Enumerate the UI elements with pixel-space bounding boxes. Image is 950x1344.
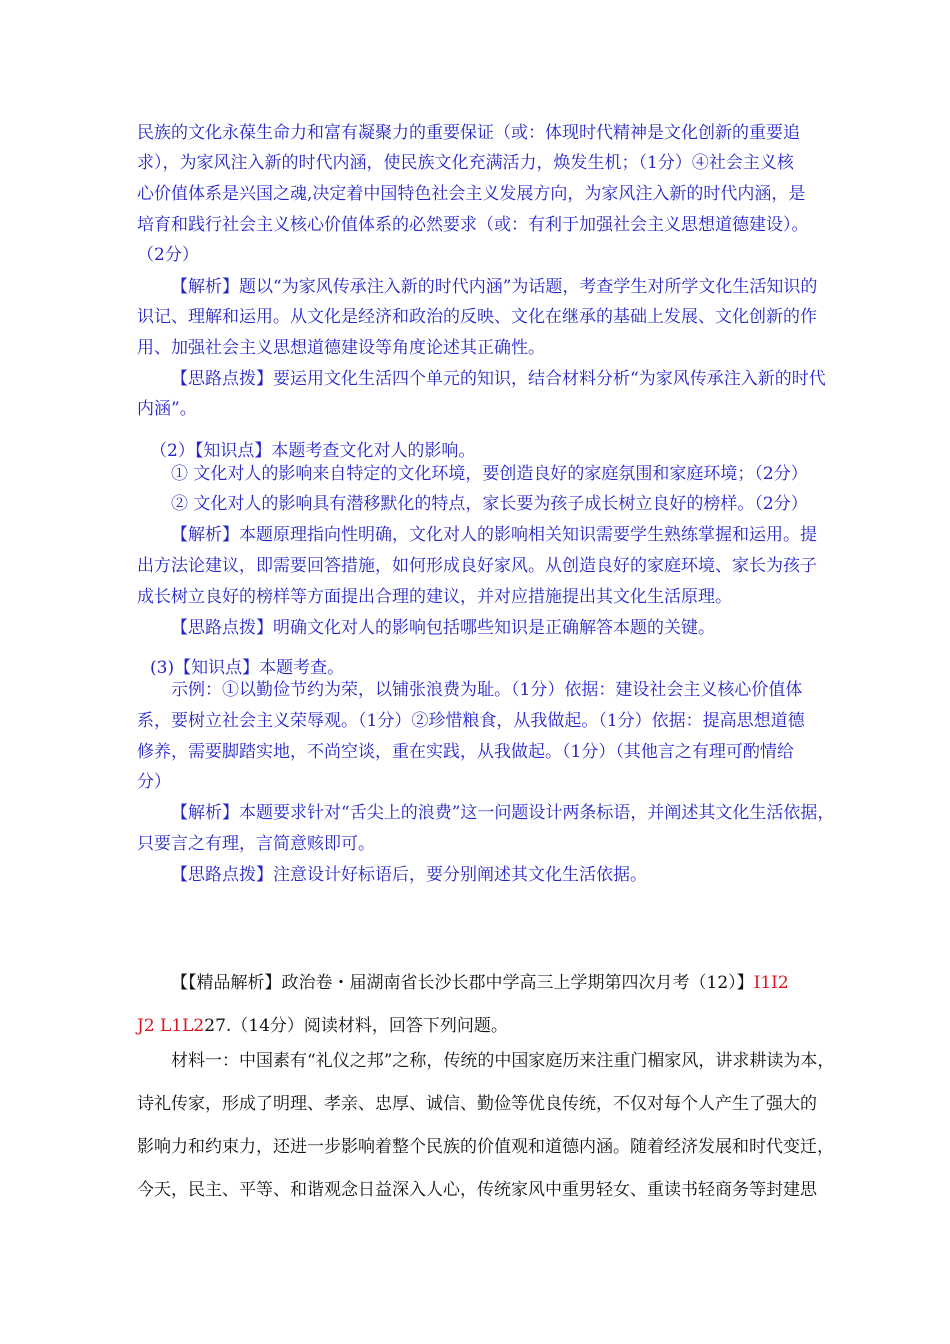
knowledge-point: (3)【知识点】本题考查。 <box>150 658 345 678</box>
hint-paragraph: 【思路点拨】明确文化对人的影响包括哪些知识是正确解答本题的关键。 <box>171 618 715 638</box>
text-line: 分） <box>137 772 171 792</box>
text-line: 出方法论建议，即需要回答措施，如何形成良好家风。从创造良好的家庭环境、家长为孩子 <box>137 556 817 576</box>
knowledge-point: （2）【知识点】本题考查文化对人的影响。 <box>150 441 476 461</box>
knowledge-code: I1I2 <box>753 973 789 993</box>
text-line: 培育和践行社会主义核心价值体系的必然要求（或：有利于加强社会主义思想道德建设）。 <box>137 215 809 235</box>
text-line: 内涵”。 <box>137 399 197 419</box>
text-line: 识记、理解和运用。从文化是经济和政治的反映、文化在继承的基础上发展、文化创新的作 <box>137 307 817 327</box>
material-line: 今天，民主、平等、和谐观念日益深入人心，传统家风中重男轻女、重读书轻商务等封建思 <box>137 1180 817 1200</box>
material-line: 诗礼传家，形成了明理、孝亲、忠厚、诚信、勤俭等优良传统，不仅对每个人产生了强大的 <box>137 1094 817 1114</box>
text-line: 成长树立良好的榜样等方面提出合理的建议，并对应措施提出其文化生活原理。 <box>137 587 732 607</box>
text-line: 用、加强社会主义思想道德建设等角度论述其正确性。 <box>137 338 545 358</box>
material-line: 材料一：中国素有“礼仪之邦”之称，传统的中国家庭历来注重门楣家风，讲求耕读为本， <box>171 1051 835 1071</box>
header-line-2 <box>137 1015 508 1037</box>
knowledge-code: J2 L1L2 <box>137 1016 205 1036</box>
question-title: 27.（14分）阅读材料，回答下列问题。 <box>204 1016 508 1036</box>
hint-paragraph: 【思路点拨】要运用文化生活四个单元的知识，结合材料分析“为家风传承注入新的时代 <box>171 369 826 389</box>
text-line: （2分） <box>137 245 199 265</box>
source-title: 【【精品解析】政治卷・届湖南省长沙长郡中学高三上学期第四次月考（12）】 <box>171 973 754 993</box>
analysis-paragraph: 【解析】本题原理指向性明确，文化对人的影响相关知识需要学生熟练掌握和运用。提 <box>171 525 817 545</box>
text-line: ② 文化对人的影响具有潜移默化的特点，家长要为孩子成长树立良好的榜样。（2分） <box>171 494 808 514</box>
hint-paragraph: 【思路点拨】注意设计好标语后，要分别阐述其文化生活依据。 <box>171 865 647 885</box>
analysis-paragraph: 【解析】题以“为家风传承注入新的时代内涵”为话题，考查学生对所学文化生活知识的 <box>171 277 818 297</box>
text-line: 只要言之有理，言简意赅即可。 <box>137 834 375 854</box>
text-line: 民族的文化永葆生命力和富有凝聚力的重要保证（或：体现时代精神是文化创新的重要追 <box>137 123 800 143</box>
text-line: 示例：①以勤俭节约为荣，以铺张浪费为耻。（1分）依据：建设社会主义核心价值体 <box>171 680 803 700</box>
text-line: 系，要树立社会主义荣辱观。（1分）②珍惜粮食，从我做起。（1分）依据：提高思想道德 <box>137 711 805 731</box>
text-line: 心价值体系是兴国之魂,决定着中国特色社会主义发展方向，为家风注入新的时代内涵，是 <box>137 184 806 204</box>
header-line-1 <box>171 972 789 994</box>
material-line: 影响力和约束力，还进一步影响着整个民族的价值观和道德内涵。随着经济发展和时代变迁， <box>137 1137 834 1157</box>
analysis-paragraph: 【解析】本题要求针对“舌尖上的浪费”这一问题设计两条标语，并阐述其文化生活依据， <box>171 803 835 823</box>
text-line: ① 文化对人的影响来自特定的文化环境，要创造良好的家庭氛围和家庭环境；（2分） <box>171 464 808 484</box>
text-line: 求），为家风注入新的时代内涵，使民族文化充满活力，焕发生机；（1分）④社会主义核 <box>137 153 794 173</box>
text-line: 修养，需要脚踏实地，不尚空谈，重在实践，从我做起。（1分）（其他言之有理可酌情给 <box>137 742 794 762</box>
